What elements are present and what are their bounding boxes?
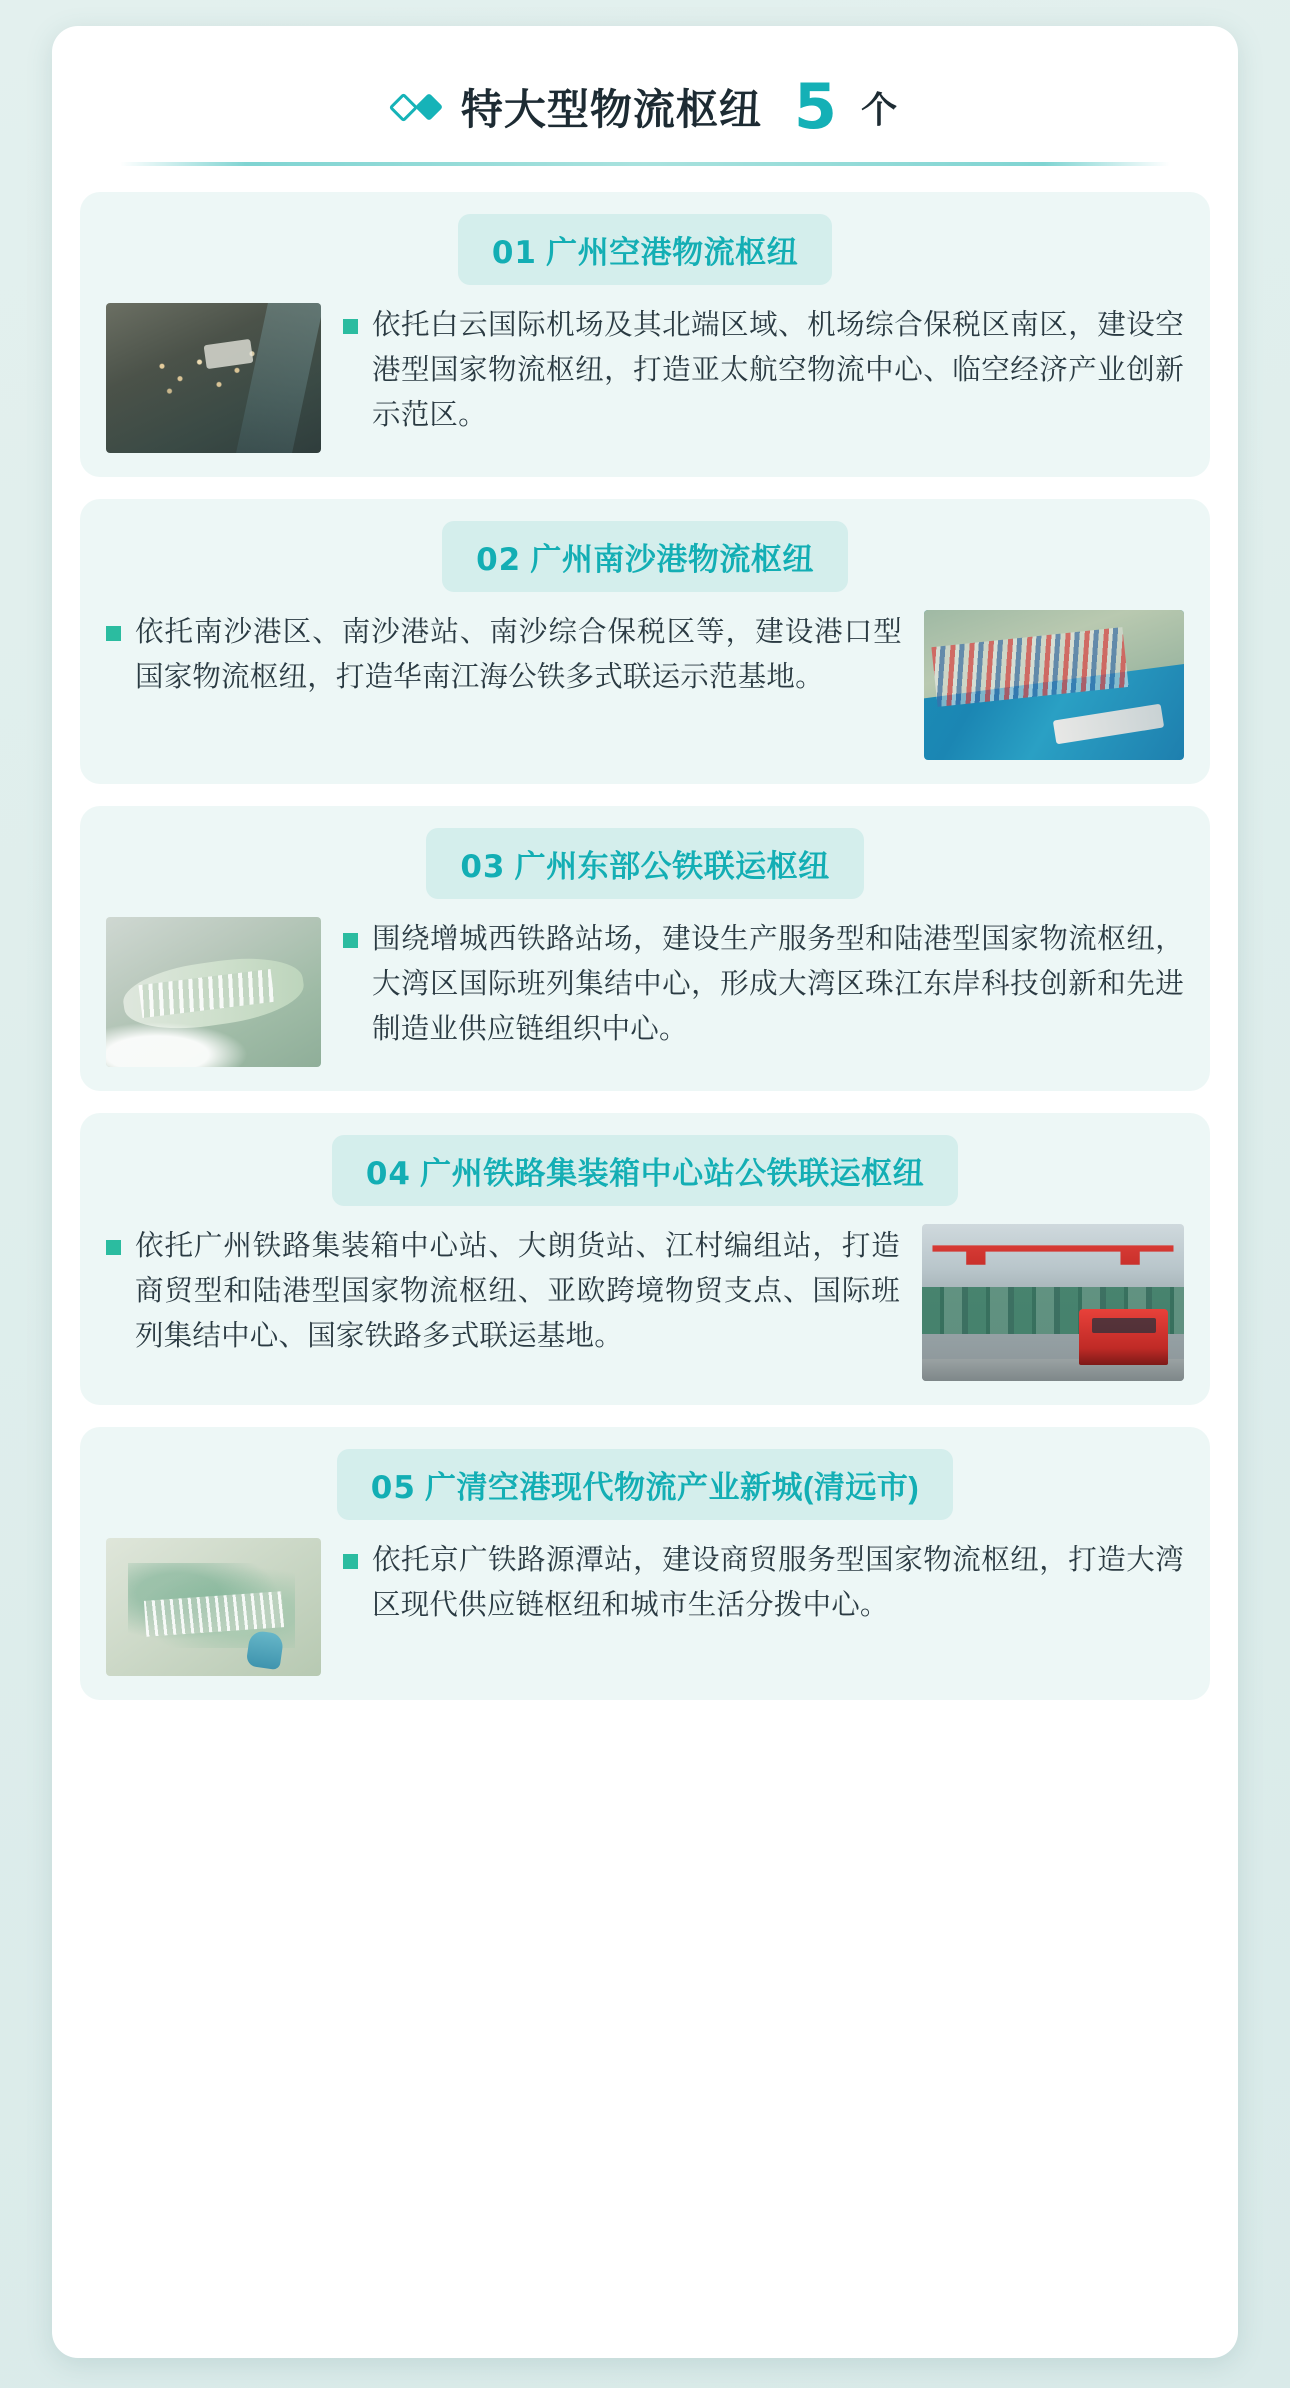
rail-container-yard-photo bbox=[922, 1224, 1184, 1381]
list-item bbox=[80, 192, 1210, 477]
bullet-square-icon bbox=[106, 626, 121, 641]
item-body bbox=[106, 610, 1184, 760]
locomotive-shape bbox=[1079, 1309, 1168, 1366]
logistics-park-rendering-photo bbox=[106, 917, 321, 1067]
item-index: 05 bbox=[370, 1470, 416, 1506]
ship-shape bbox=[1053, 704, 1165, 745]
header-count: 5 bbox=[793, 70, 838, 143]
gantry-crane-shape bbox=[932, 1233, 1173, 1264]
item-description: 依托南沙港区、南沙港站、南沙综合保税区等，建设港口型国家物流枢纽，打造华南江海公铁多式联运示范基地。 bbox=[135, 616, 902, 694]
header-diamond-icons bbox=[393, 97, 439, 118]
content-card bbox=[52, 26, 1238, 2358]
item-body bbox=[106, 1538, 1184, 1676]
item-text-block bbox=[106, 610, 902, 700]
header-row bbox=[80, 70, 1210, 143]
terminal-shape bbox=[203, 339, 253, 369]
terrain-master-plan-photo bbox=[106, 1538, 321, 1676]
bullet-square-icon bbox=[343, 933, 358, 948]
item-description: 围绕增城西铁路站场，建设生产服务型和陆港型国家物流枢纽，大湾区国际班列集结中心，形成大湾区珠江东岸科技创新和先进制造业供应链组织中心。 bbox=[372, 923, 1184, 1046]
water-shape bbox=[246, 1630, 285, 1670]
item-title-badge bbox=[458, 214, 832, 285]
photo-art bbox=[106, 917, 321, 1067]
item-body bbox=[106, 303, 1184, 453]
bullet-square-icon bbox=[343, 319, 358, 334]
item-body bbox=[106, 917, 1184, 1067]
list-item bbox=[80, 1427, 1210, 1700]
item-body bbox=[106, 1224, 1184, 1381]
item-title-wrap bbox=[106, 1449, 1184, 1520]
item-title-badge bbox=[337, 1449, 953, 1520]
item-title-wrap bbox=[106, 214, 1184, 285]
list-item bbox=[80, 1113, 1210, 1405]
bullet-square-icon bbox=[106, 1240, 121, 1255]
item-title-text: 广州东部公铁联运枢纽 bbox=[514, 849, 830, 884]
item-title-text: 广州空港物流枢纽 bbox=[546, 235, 799, 270]
diamond-solid-icon bbox=[415, 93, 443, 121]
photo-art bbox=[924, 610, 1184, 760]
cloud-shape bbox=[106, 1022, 248, 1067]
item-title-badge bbox=[426, 828, 863, 899]
item-index: 01 bbox=[491, 235, 537, 271]
container-port-aerial-photo bbox=[924, 610, 1184, 760]
bullet-square-icon bbox=[343, 1554, 358, 1569]
diamond-outline-icon bbox=[389, 92, 419, 122]
header-unit: 个 bbox=[861, 88, 898, 130]
item-description: 依托广州铁路集装箱中心站、大朗货站、江村编组站，打造商贸型和陆港型国家物流枢纽、亚欧跨境物贸支点、国际班列集结中心、国家铁路多式联运基地。 bbox=[135, 1230, 900, 1353]
header-divider bbox=[120, 162, 1171, 166]
page-header bbox=[80, 60, 1210, 192]
photo-art bbox=[106, 303, 321, 453]
item-description: 依托京广铁路源潭站，建设商贸服务型国家物流枢纽，打造大湾区现代供应链枢纽和城市生活分拨中心。 bbox=[372, 1544, 1184, 1622]
page-title: 特大型物流枢纽 bbox=[460, 86, 762, 133]
photo-art bbox=[106, 1538, 321, 1676]
item-description: 依托白云国际机场及其北端区域、机场综合保税区南区，建设空港型国家物流枢纽，打造亚太航空物流中心、临空经济产业创新示范区。 bbox=[372, 309, 1184, 432]
list-item bbox=[80, 499, 1210, 784]
item-text-block bbox=[106, 1224, 900, 1359]
item-index: 02 bbox=[476, 542, 522, 578]
item-text-block bbox=[343, 303, 1184, 438]
aerial-night-airport-photo bbox=[106, 303, 321, 453]
item-title-text: 广州铁路集装箱中心站公铁联运枢纽 bbox=[420, 1156, 925, 1191]
item-index: 03 bbox=[460, 849, 506, 885]
item-title-wrap bbox=[106, 521, 1184, 592]
item-title-badge bbox=[442, 521, 848, 592]
item-index: 04 bbox=[365, 1156, 411, 1192]
item-title-wrap bbox=[106, 1135, 1184, 1206]
item-text-block bbox=[343, 917, 1184, 1052]
item-title-text: 广清空港现代物流产业新城(清远市) bbox=[425, 1470, 920, 1505]
list-item bbox=[80, 806, 1210, 1091]
item-title-badge bbox=[332, 1135, 958, 1206]
item-text-block bbox=[343, 1538, 1184, 1628]
item-title-wrap bbox=[106, 828, 1184, 899]
item-title-text: 广州南沙港物流枢纽 bbox=[530, 542, 814, 577]
photo-art bbox=[922, 1224, 1184, 1381]
